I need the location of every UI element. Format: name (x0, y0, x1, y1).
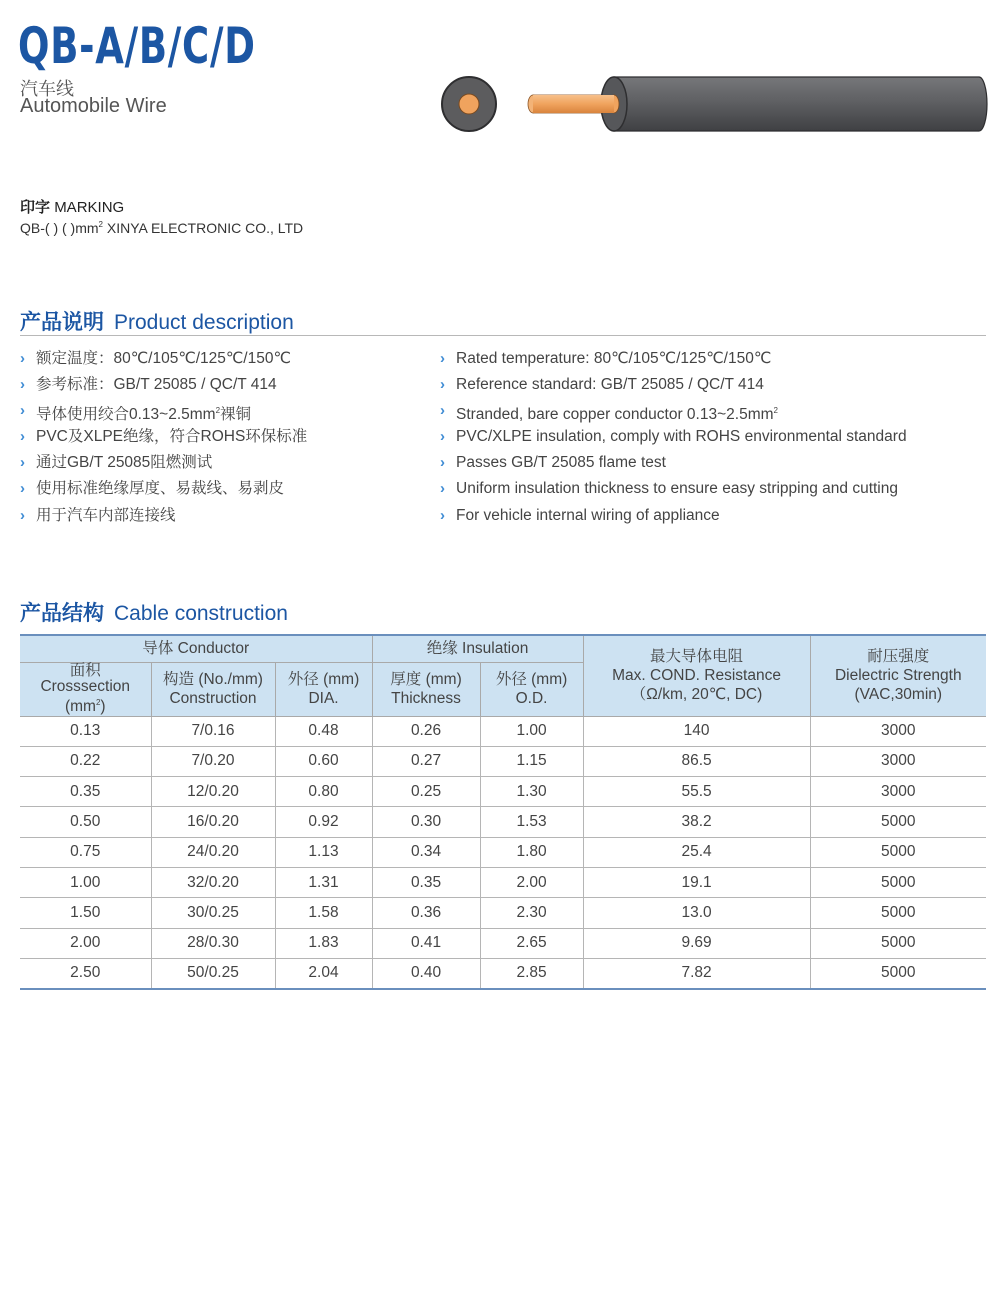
cell-thickness: 0.26 (372, 716, 480, 746)
marking-superscript: 2 (98, 220, 103, 229)
header-construction-en: Construction (169, 690, 257, 707)
header-resistance (583, 635, 810, 716)
marking-text (20, 220, 303, 236)
feature-text: Stranded, bare copper conductor 0.13~2.5mm (456, 406, 774, 424)
chevron-right-icon: › (20, 506, 25, 524)
cell-resistance: 86.5 (583, 746, 810, 776)
table-row (20, 898, 986, 928)
header-thickness-cn: 厚度 (mm) (390, 671, 462, 688)
construction-table-body (20, 716, 986, 989)
cell-outer-diameter: 1.30 (480, 777, 583, 807)
cell-crosssection: 1.50 (20, 898, 151, 928)
header-area-en: Crosssection (40, 678, 131, 695)
cell-conductor-dia: 1.13 (275, 837, 372, 867)
construction-table (20, 634, 986, 990)
cell-dielectric-strength: 3000 (810, 746, 986, 776)
cell-dielectric-strength: 3000 (810, 716, 986, 746)
cell-construction: 28/0.30 (151, 928, 275, 958)
cell-conductor-dia: 0.80 (275, 777, 372, 807)
cell-conductor-dia: 1.58 (275, 898, 372, 928)
cell-dielectric-strength: 5000 (810, 958, 986, 988)
cell-outer-diameter: 1.80 (480, 837, 583, 867)
cell-thickness: 0.34 (372, 837, 480, 867)
feature-text: 用于汽车内部连接线 (36, 506, 176, 524)
feature-text: 通过GB/T 25085阻燃测试 (36, 454, 213, 472)
feature-text: PVC/XLPE insulation, comply with ROHS environmental standard (456, 428, 907, 446)
cell-thickness: 0.30 (372, 807, 480, 837)
cell-outer-diameter: 1.00 (480, 716, 583, 746)
feature-item (440, 503, 986, 529)
chevron-right-icon: › (20, 428, 25, 446)
chevron-right-icon: › (20, 402, 25, 420)
header-conductor-group: 导体 Conductor (20, 635, 372, 662)
section-title-en: Product description (114, 311, 294, 334)
table-header-row (20, 635, 986, 662)
feature-text: PVC及XLPE绝缘，符合ROHS环保标准 (36, 428, 308, 446)
feature-item (20, 450, 420, 476)
cell-resistance: 25.4 (583, 837, 810, 867)
cell-crosssection: 2.00 (20, 928, 151, 958)
cell-resistance: 19.1 (583, 867, 810, 897)
wire-cross-section (442, 77, 496, 131)
cell-conductor-dia: 0.48 (275, 716, 372, 746)
cell-construction: 32/0.20 (151, 867, 275, 897)
chevron-right-icon: › (20, 376, 25, 394)
chevron-right-icon: › (440, 428, 445, 446)
header-resistance-en: Max. COND. Resistance (612, 667, 781, 685)
cell-resistance: 55.5 (583, 777, 810, 807)
chevron-right-icon: › (20, 454, 25, 472)
cell-outer-diameter: 2.65 (480, 928, 583, 958)
cell-resistance: 7.82 (583, 958, 810, 988)
feature-text: Reference standard: GB/T 25085 / QC/T 414 (456, 376, 764, 394)
chevron-right-icon: › (440, 376, 445, 394)
header-resistance-unit: （Ω/km, 20℃, DC) (630, 686, 763, 704)
feature-item (440, 372, 986, 398)
feature-text: For vehicle internal wiring of appliance (456, 506, 720, 524)
cell-thickness: 0.27 (372, 746, 480, 776)
cell-dielectric-strength: 5000 (810, 807, 986, 837)
cell-thickness: 0.25 (372, 777, 480, 807)
section-title-en: Cable construction (114, 602, 288, 625)
cell-outer-diameter: 2.30 (480, 898, 583, 928)
chevron-right-icon: › (440, 454, 445, 472)
table-row (20, 867, 986, 897)
chevron-right-icon: › (20, 350, 25, 367)
product-name-cn: 汽车线 (20, 79, 74, 99)
marking-prefix: QB-( ) ( )mm (20, 220, 99, 236)
marking-company: XINYA ELECTRONIC CO., LTD (102, 220, 304, 236)
feature-item (440, 450, 986, 476)
cell-thickness: 0.40 (372, 958, 480, 988)
header-crosssection (20, 662, 151, 716)
cell-conductor-dia: 0.60 (275, 746, 372, 776)
cell-resistance: 13.0 (583, 898, 810, 928)
header-construction (151, 662, 275, 716)
feature-text-after: 裸铜 (220, 406, 252, 424)
marking-label-en: MARKING (54, 199, 125, 216)
cell-resistance: 140 (583, 716, 810, 746)
cell-construction: 30/0.25 (151, 898, 275, 928)
table-row (20, 716, 986, 746)
cell-outer-diameter: 1.15 (480, 746, 583, 776)
header-insulation-group: 绝缘 Insulation (372, 635, 583, 662)
chevron-right-icon: › (440, 350, 445, 367)
cell-construction: 24/0.20 (151, 837, 275, 867)
cell-thickness: 0.41 (372, 928, 480, 958)
table-row (20, 928, 986, 958)
cell-crosssection: 2.50 (20, 958, 151, 988)
cell-crosssection: 0.35 (20, 777, 151, 807)
feature-item (440, 424, 986, 450)
feature-item (20, 346, 420, 372)
cell-thickness: 0.36 (372, 898, 480, 928)
feature-text: 额定温度：80℃/105℃/125℃/150℃ (36, 350, 291, 367)
wire-side-view (528, 77, 987, 131)
cell-outer-diameter: 1.53 (480, 807, 583, 837)
header-thickness-en: Thickness (391, 690, 461, 707)
feature-item (20, 503, 420, 529)
header-conductor-dia (275, 662, 372, 716)
chevron-right-icon: › (20, 480, 25, 498)
product-name-en: Automobile Wire (20, 95, 167, 117)
header-strength-unit: (VAC,30min) (854, 686, 943, 704)
feature-superscript: 2 (215, 406, 221, 416)
header-area-unit: $(mm^2)$ (64, 698, 106, 715)
chevron-right-icon: › (440, 506, 445, 524)
cell-crosssection: 0.22 (20, 746, 151, 776)
section-title-cn: 产品结构 (20, 602, 104, 625)
product-description-heading (20, 306, 986, 336)
header-strength-en: Dielectric Strength (834, 667, 962, 685)
product-model-title: QB-A/B/C/D (18, 17, 256, 75)
feature-text: Rated temperature: 80℃/105℃/125℃/150℃ (456, 350, 772, 367)
feature-list-cn (20, 346, 420, 529)
cell-construction: 16/0.20 (151, 807, 275, 837)
header-construction-cn: 构造 (No./mm) (163, 671, 263, 688)
header-area-cn: 面积 (69, 662, 101, 679)
marking-heading (20, 196, 124, 217)
feature-item (20, 398, 420, 424)
table-row (20, 777, 986, 807)
feature-item (20, 424, 420, 450)
cell-outer-diameter: 2.85 (480, 958, 583, 988)
cell-crosssection: 0.75 (20, 837, 151, 867)
feature-text: Uniform insulation thickness to ensure easy stripping and cutting (456, 480, 898, 498)
feature-item (440, 476, 986, 502)
table-row (20, 746, 986, 776)
cell-construction: 7/0.20 (151, 746, 275, 776)
cell-dielectric-strength: 5000 (810, 837, 986, 867)
cell-crosssection: 1.00 (20, 867, 151, 897)
cell-crosssection: 0.50 (20, 807, 151, 837)
header-outer-diameter (480, 662, 583, 716)
header-thickness (372, 662, 480, 716)
cell-resistance: 9.69 (583, 928, 810, 958)
cell-dielectric-strength: 5000 (810, 867, 986, 897)
cell-outer-diameter: 2.00 (480, 867, 583, 897)
cell-dielectric-strength: 3000 (810, 777, 986, 807)
cell-thickness: 0.35 (372, 867, 480, 897)
feature-text: Passes GB/T 25085 flame test (456, 454, 666, 472)
table-row (20, 837, 986, 867)
cell-dielectric-strength: 5000 (810, 898, 986, 928)
header-dia-cn: 外径 (mm) (287, 671, 360, 688)
feature-item (440, 398, 986, 424)
header-resistance-cn: 最大导体电阻 (650, 648, 744, 666)
header-strength-cn: 耐压强度 (867, 648, 930, 666)
header-dielectric-strength (810, 635, 986, 716)
cable-construction-heading (20, 597, 986, 627)
feature-item (20, 476, 420, 502)
feature-list-en (440, 346, 986, 529)
table-row (20, 807, 986, 837)
chevron-right-icon: › (440, 480, 445, 498)
cell-dielectric-strength: 5000 (810, 928, 986, 958)
feature-text: 参考标准：GB/T 25085 / QC/T 414 (36, 376, 277, 394)
cell-construction: 50/0.25 (151, 958, 275, 988)
header-dia-en: DIA. (308, 690, 339, 707)
feature-item (440, 346, 986, 372)
table-row (20, 958, 986, 988)
cell-conductor-dia: 2.04 (275, 958, 372, 988)
wire-illustration (436, 70, 992, 142)
cell-construction: 7/0.16 (151, 716, 275, 746)
cell-conductor-dia: 0.92 (275, 807, 372, 837)
cell-crosssection: 0.13 (20, 716, 151, 746)
section-title-cn: 产品说明 (20, 311, 104, 334)
marking-label-cn: 印字 (20, 199, 51, 216)
feature-superscript: 2 (773, 406, 778, 416)
cell-resistance: 38.2 (583, 807, 810, 837)
cell-conductor-dia: 1.83 (275, 928, 372, 958)
header-od-en: O.D. (515, 690, 548, 707)
cell-construction: 12/0.20 (151, 777, 275, 807)
feature-text: 导体使用绞合0.13~2.5mm (36, 406, 216, 424)
feature-text: 使用标准绝缘厚度、易裁线、易剥皮 (36, 480, 285, 498)
chevron-right-icon: › (440, 402, 445, 420)
cell-conductor-dia: 1.31 (275, 867, 372, 897)
feature-item (20, 372, 420, 398)
header-od-cn: 外径 (mm) (495, 671, 568, 688)
